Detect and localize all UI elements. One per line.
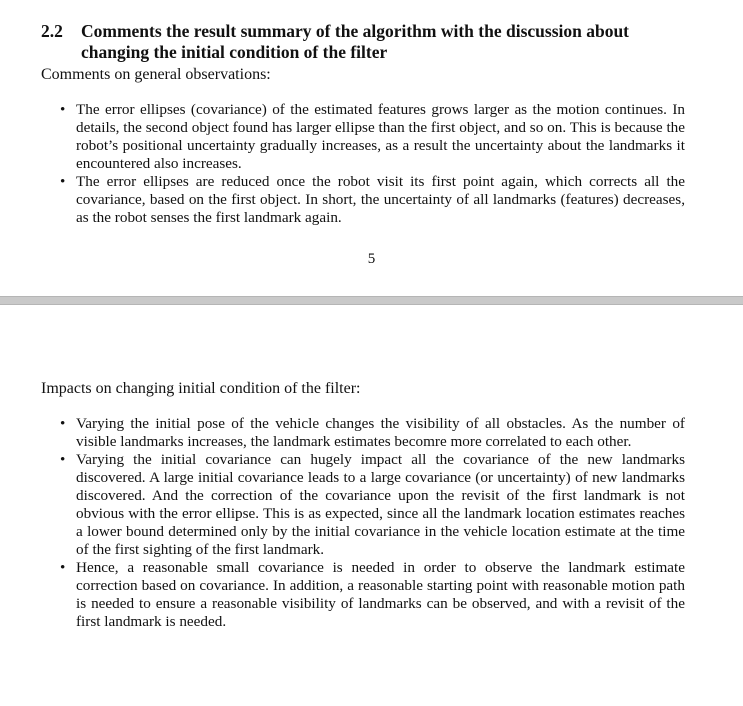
impacts-list <box>60 415 685 631</box>
bullet-icon: • <box>60 415 66 432</box>
list-item-text: Hence, a reasonable small covariance is needed in order to observe the landmark estimate correction based on covariance. In addition, a reasonable starting point with reasonable motion path is needed to ensure a reasonable visibility of landmarks can be observed, and with a revisit of the first landmark is needed. <box>76 559 685 630</box>
section-number: 2.2 <box>41 21 63 41</box>
section-heading <box>41 21 691 63</box>
bullet-icon: • <box>60 559 66 576</box>
list-item-text: Varying the initial pose of the vehicle changes the visibility of all obstacles. As the number of visible landmarks increases, the landmark estimates becomre more correlated to each other. <box>76 415 685 450</box>
list-item-text: The error ellipses (covariance) of the estimated features grows larger as the motion continues. In details, the second object found has larger ellipse than the first object, and so on. This is because the robot’s positional uncertainty gradually increases, as a result the uncertainty about the landmarks it encountered also increases. <box>76 101 685 172</box>
document-page-6 <box>0 305 743 706</box>
list-item-text: Varying the initial covariance can hugely impact all the covariance of the new landmarks discovered. A large initial covariance leads to a large covariance (or uncertainty) of new landmarks discovered. And the correction of the covariance upon the revisit of the first landmark is not obvious with the error ellipse. This is as expected, since all the landmark location estimates reaches a lower bound determined only by the initial covariance in the vehicle location estimate at the time of the first sighting of the first landmark. <box>76 451 685 558</box>
document-page-5 <box>0 0 743 296</box>
bullet-icon: • <box>60 173 66 190</box>
page-number: 5 <box>367 251 376 267</box>
list-item <box>60 559 685 631</box>
list-item <box>60 173 685 227</box>
list-item <box>60 415 685 451</box>
general-observations-list <box>60 101 685 227</box>
list-item <box>60 451 685 559</box>
bullet-icon: • <box>60 101 66 118</box>
section-title: Comments the result summary of the algorithm with the discussion about changing the initial condition of the filter <box>81 21 630 62</box>
bullet-icon: • <box>60 451 66 468</box>
list-item-text: The error ellipses are reduced once the robot visit its first point again, which corrects all the covariance, based on the first object. In short, the uncertainty of all landmarks (features) decreases, as the robot senses the first landmark again. <box>76 173 685 226</box>
general-observations-intro: Comments on general observations: <box>41 66 271 83</box>
page-separator <box>0 296 743 305</box>
impacts-intro: Impacts on changing initial condition of the filter: <box>41 380 361 397</box>
list-item <box>60 101 685 173</box>
